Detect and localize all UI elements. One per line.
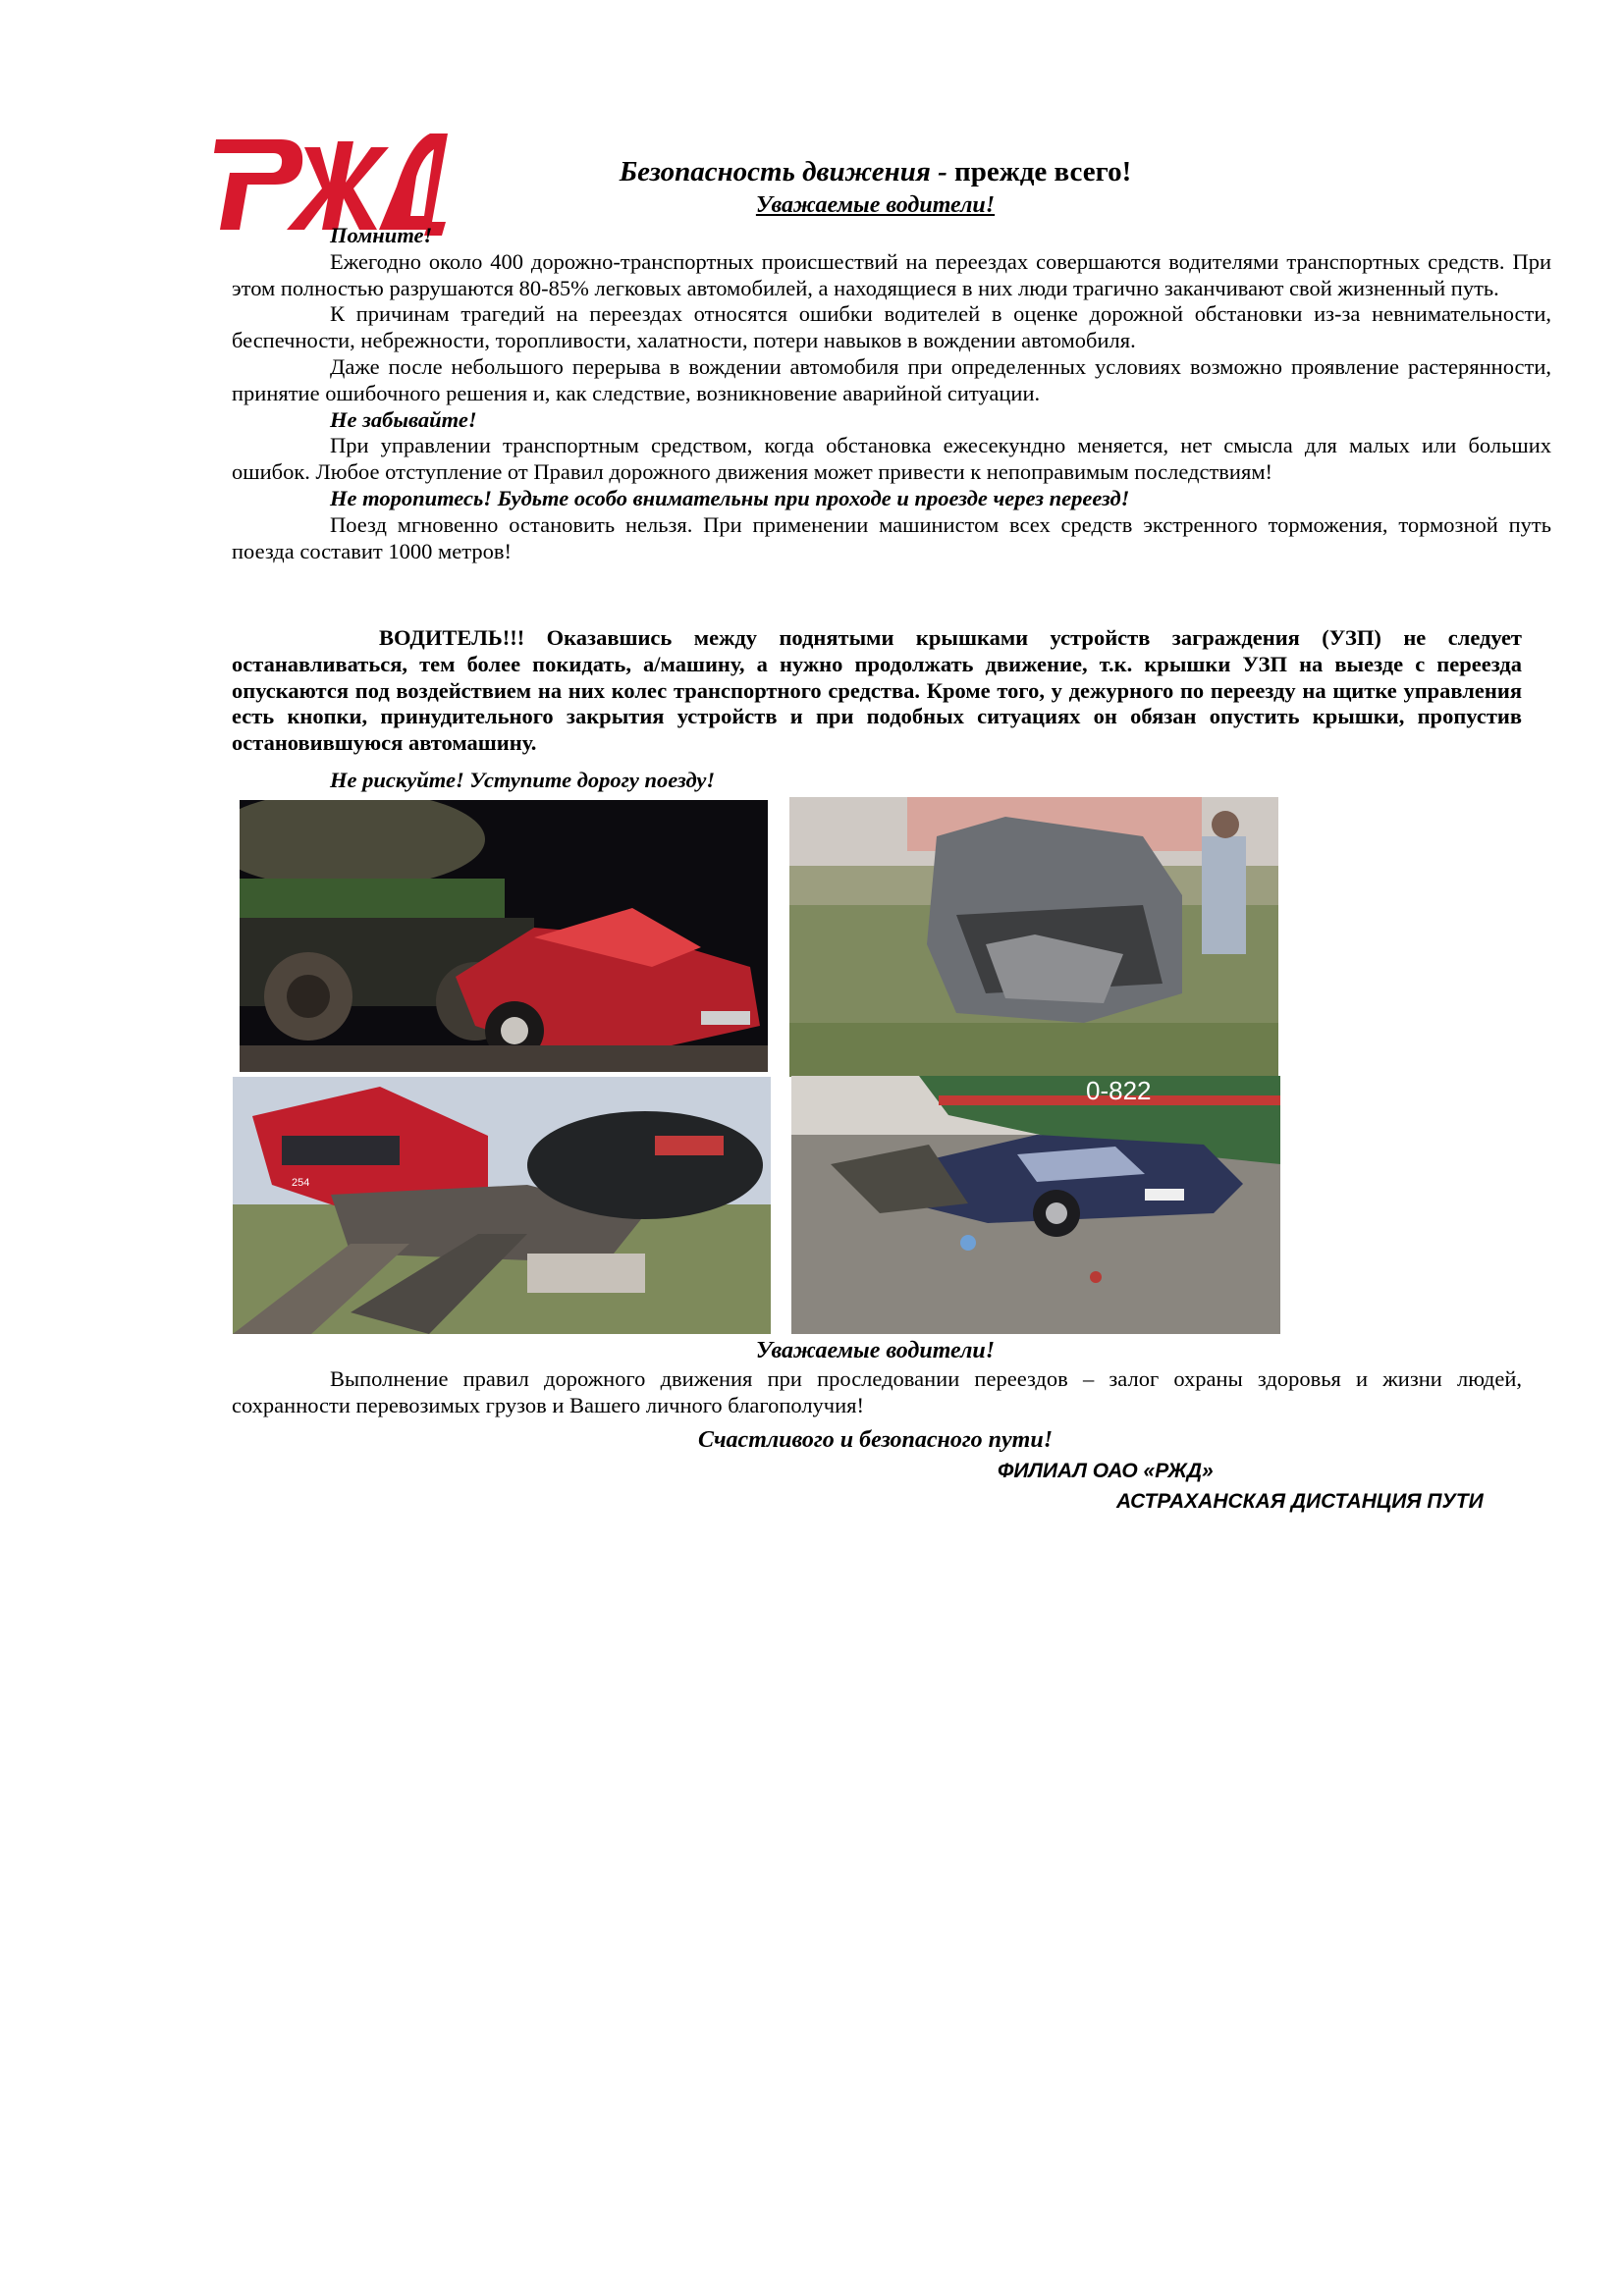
closing-wish: Счастливого и безопасного пути! [697,1427,1054,1453]
title-italic: Безопасность движения - [619,156,947,187]
closing-heading: Уважаемые водители! [755,1338,996,1363]
signature-department: АСТРАХАНСКАЯ ДИСТАНЦИЯ ПУТИ [1116,1490,1484,1513]
heading-dont-forget: Не забывайте! [330,406,477,432]
heading-remember: Помните! [330,223,433,247]
train-number: 254 [292,1177,310,1189]
closing-text [232,1366,1522,1419]
accident-photo-1 [240,800,768,1072]
page-title [0,155,1623,188]
paragraph: При управлении транспортным средством, когда обстановка ежесекундно меняется, нет смысла для малых или больших ошибок. Любое отступление от Правил дорожного движения может привести к непоправимым последствиям! [232,433,1551,485]
paragraph: Поезд мгновенно остановить нельзя. При применении машинистом всех средств экстренного торможения, тормозной путь поезда составит 1000 метров! [232,511,1551,563]
driver-warning [232,625,1522,757]
title-bold: прежде всего! [947,156,1132,187]
paragraph: К причинам трагедий на переездах относятся ошибки водителей в оценке дорожной обстановки из-за невнимательности, беспечности, небрежности, торопливости, халатности, потери навыков в вождении автомобиля. [232,301,1551,353]
page-subtitle: Уважаемые водители! [755,192,996,218]
warning-paragraph: ВОДИТЕЛЬ!!! Оказавшись между поднятыми крышками устройств заграждения (УЗП) не следует останавливаться, тем более покидать, а/машину, а нужно продолжать движение, т.к. крышки УЗП на выезде с переезда опускаются под воздействием на них колес транспортного средства. Кроме того, у дежурного по переезду на щитке управления есть кнопки, принудительного закрытия устройств и при подобных ситуациях он обязан опустить крышки, пропустив остановившуюся автомашину. [232,625,1522,756]
accident-photo-4 [791,1076,1280,1334]
accident-photo-2 [789,797,1278,1077]
accident-photo-3 [233,1077,771,1334]
train-number: 0-822 [1086,1076,1152,1105]
main-text [232,223,1551,564]
closing-paragraph: Выполнение правил дорожного движения при проследовании переездов – залог охраны здоровья и жизни людей, сохранности перевозимых грузов и Вашего личного благополучия! [232,1366,1522,1417]
paragraph: Ежегодно около 400 дорожно-транспортных происшествий на переездах совершаются водителями транспортных средств. При этом полностью разрушаются 80-85% легковых автомобилей, а находящиеся в них люди трагично заканчивают свой жизненный путь. [232,248,1551,300]
heading-dont-risk: Не рискуйте! Уступите дорогу поезду! [330,768,716,792]
paragraph: Даже после небольшого перерыва в вождении автомобиля при определенных условиях возможно проявление растерянности, принятие ошибочного решения и, как следствие, возникновение аварийной ситуации. [232,353,1551,405]
signature-branch: ФИЛИАЛ ОАО «РЖД» [998,1460,1214,1482]
heading-dont-hurry: Не торопитесь! Будьте особо внимательны при проходе и проезде через переезд! [330,485,1130,510]
